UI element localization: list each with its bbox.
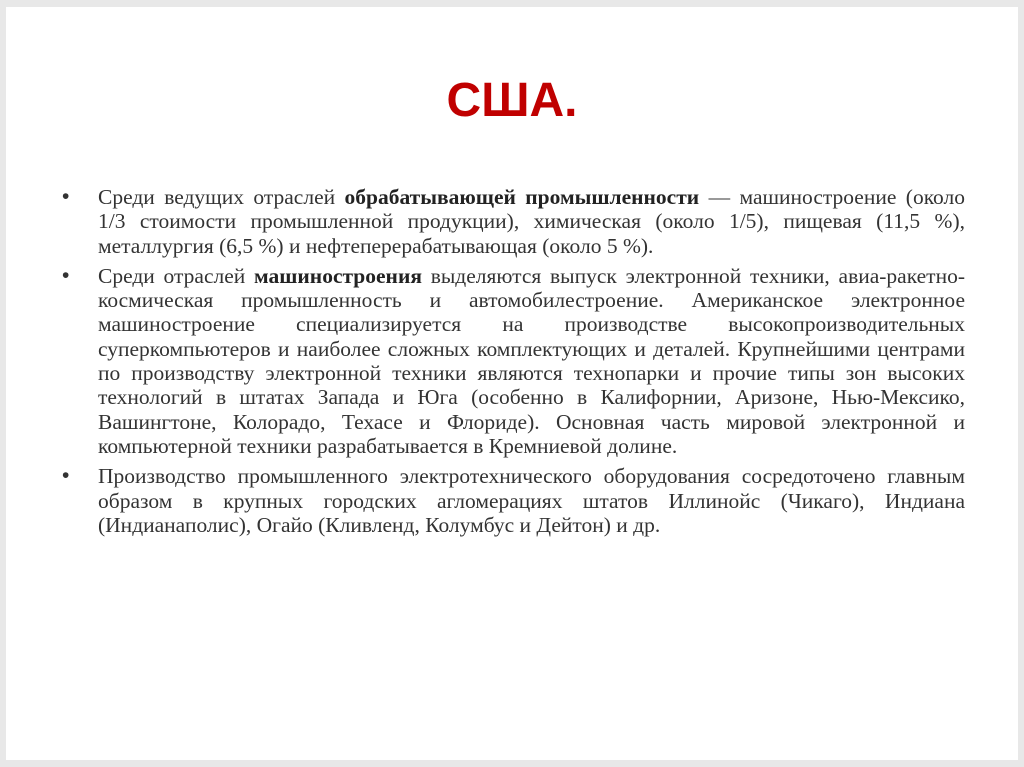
text-run: Среди отраслей <box>98 263 255 288</box>
slide-title: США. <box>446 74 578 127</box>
text-run: Среди ведущих отраслей <box>98 185 345 209</box>
bullet-item <box>62 264 965 458</box>
bold-term: машиностроения <box>254 263 422 288</box>
bullet-dot-icon: • <box>62 185 70 208</box>
bullet-item <box>62 185 965 258</box>
slide <box>6 7 1018 760</box>
bullet-item <box>62 464 965 537</box>
bold-term: обрабатывающей промышленности <box>344 185 700 209</box>
text-run: — машиностроение (около 1/3 стоимости промышленной продукции), химическая (около 1/5), пищевая (11,5 %), металлургия (6,5 %) и нефтеперерабатывающая (около 5 %). <box>98 185 966 258</box>
text-run: выделяются выпуск электронной техники, авиа-ракетно-космическая промышленность и автомобилестроение. Американское электронное машиностроение специализируется на производстве высокопроизводительных суперкомпьютеров и наиболее сложных комплектующих и деталей. Крупнейшими центрами по производству электронной техники являются технопарки и прочие типы зон высоких технологий в штатах Запада и Юга (особенно в Калифорнии, Аризоне, Нью-Мексико, Вашингтоне, Колорадо, Техасе и Флориде). Основная часть мировой электронной и компьютерной техники разрабатывается в Кремниевой долине. <box>98 263 965 458</box>
bullet-dot-icon: • <box>62 263 70 287</box>
bullet-text: Производство промышленного электротехнического оборудования сосредоточено главным образом в крупных городских агломерациях штатов Иллинойс (Чикаго), Индиана (Индианаполис), Огайо (Кливленд, Колумбус и Дейтон) и др. <box>98 464 965 537</box>
bullet-dot-icon: • <box>62 464 70 488</box>
bullet-text <box>98 185 965 258</box>
bullet-list <box>62 185 965 543</box>
bullet-text <box>98 264 965 458</box>
